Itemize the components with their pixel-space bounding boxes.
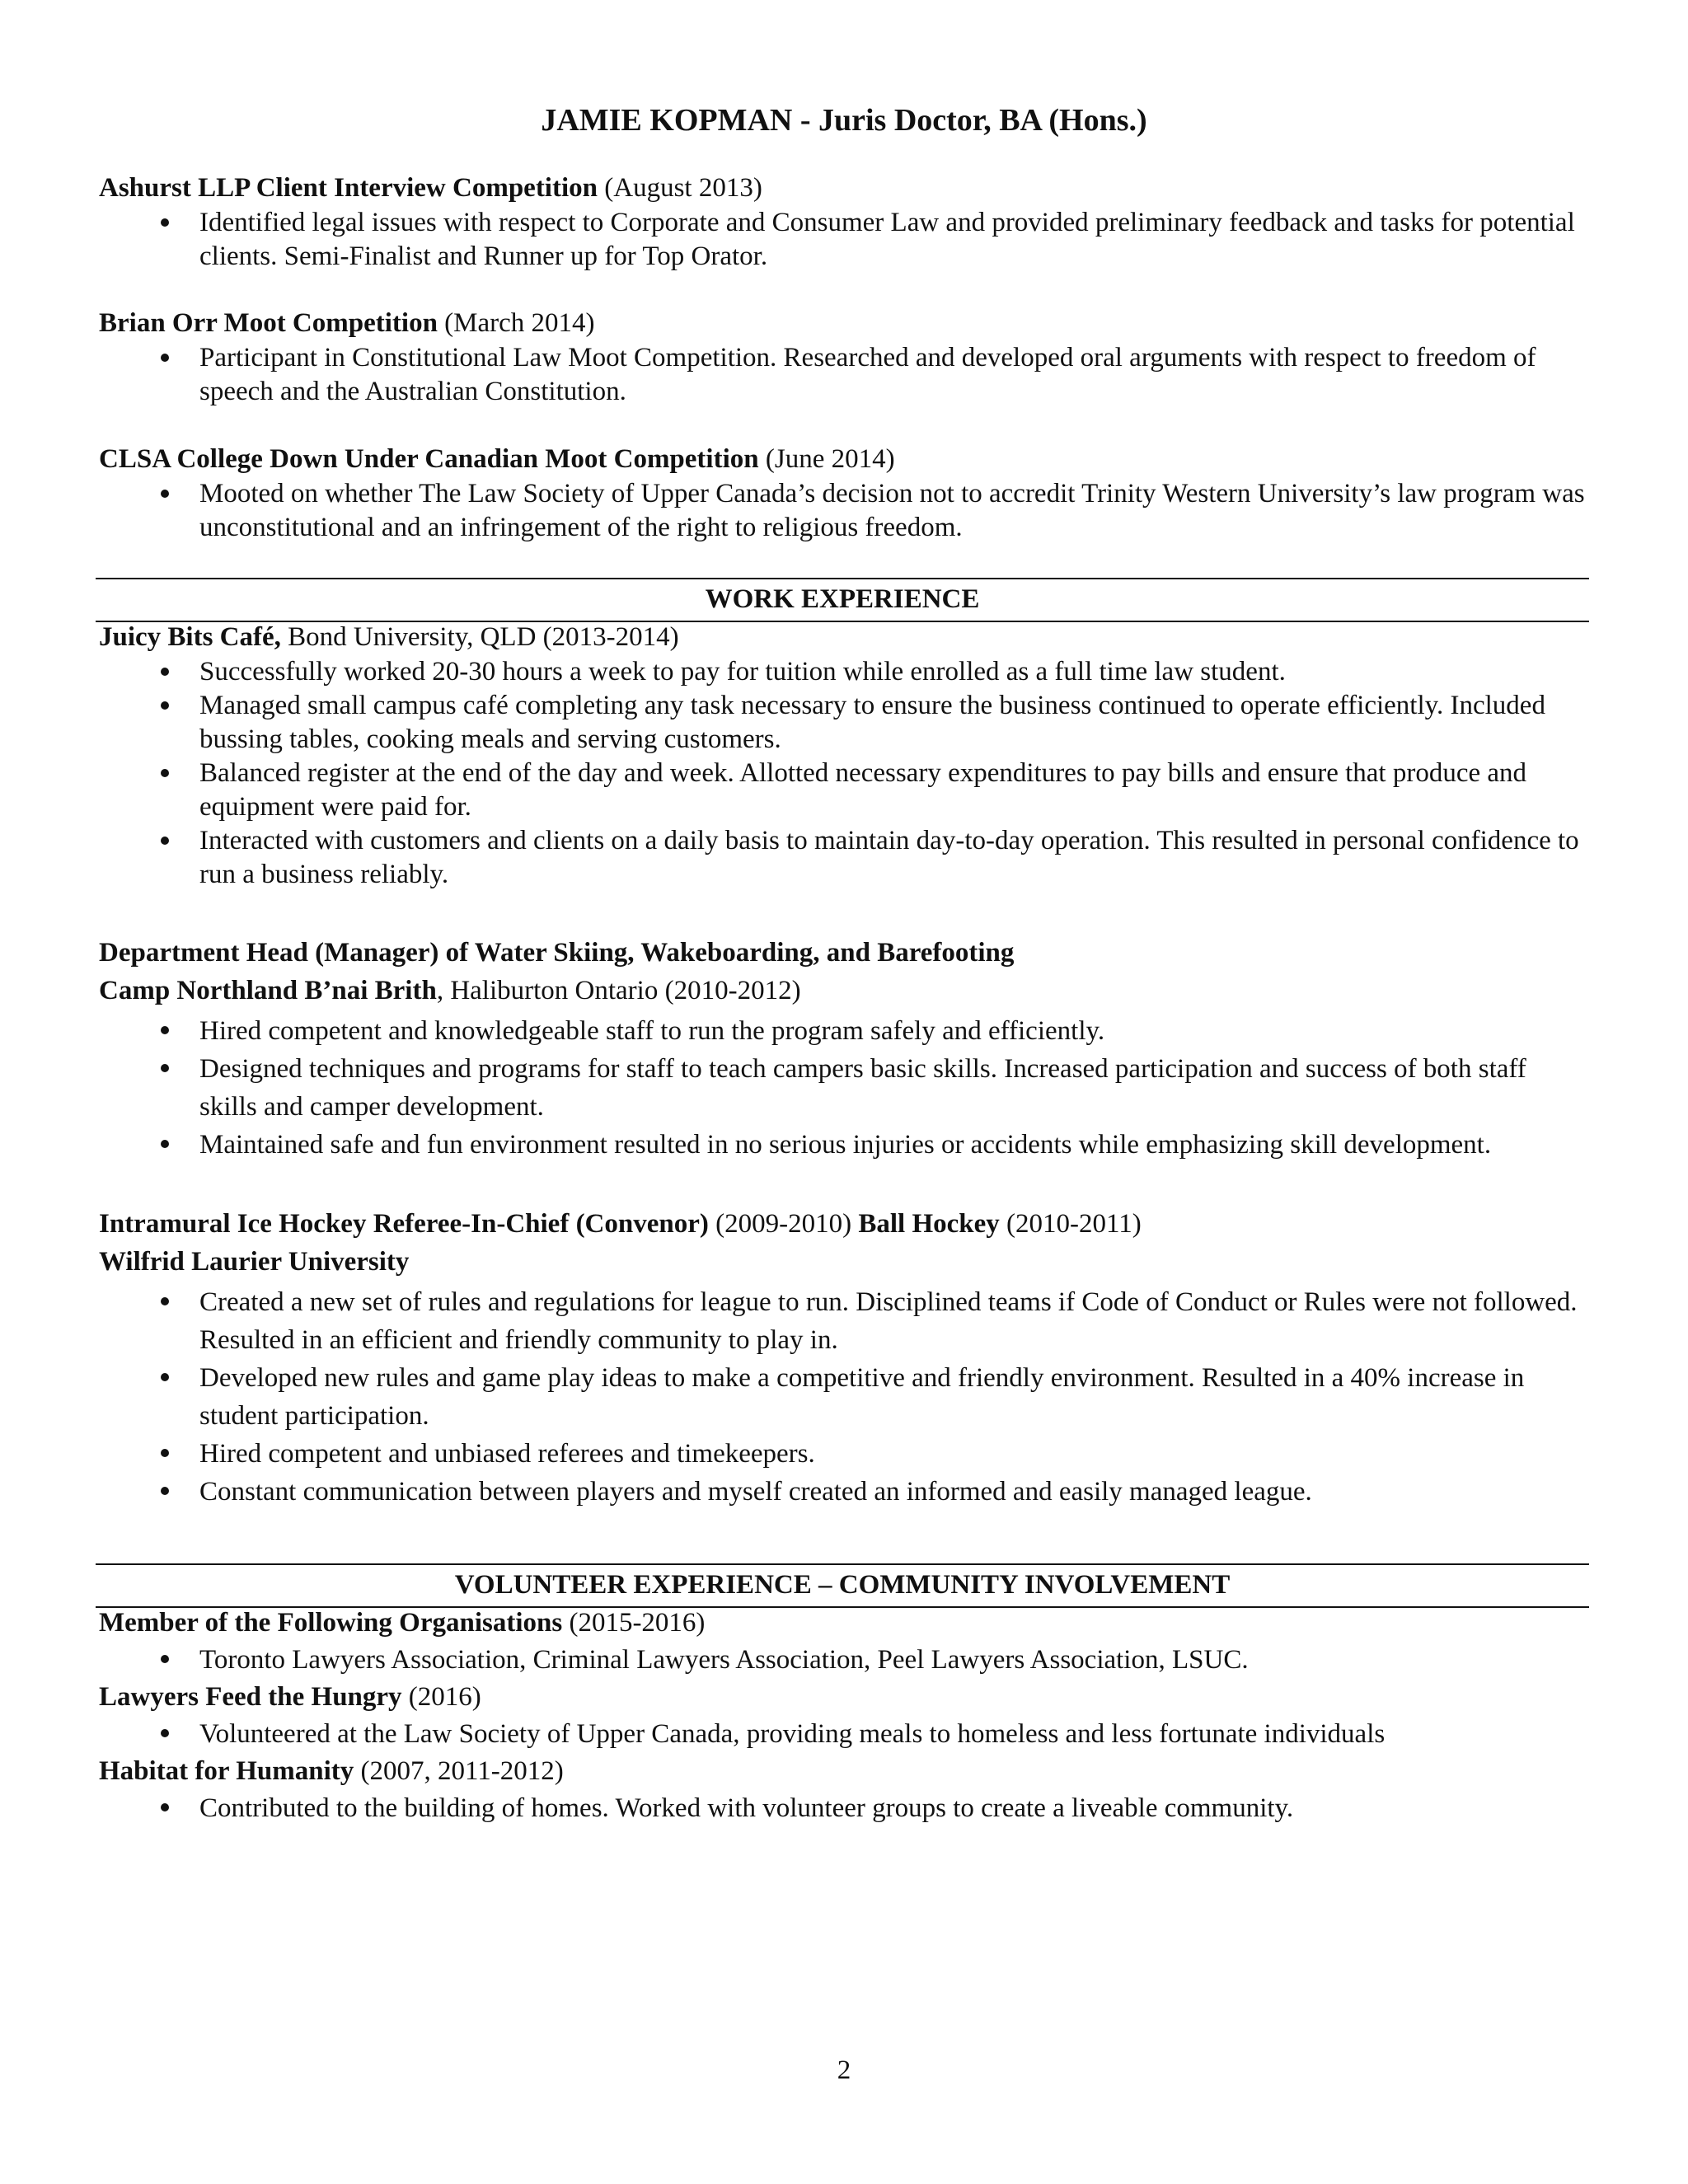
volunteer-name: Lawyers Feed the Hungry: [99, 1682, 402, 1712]
list-item: Hired competent and unbiased referees and timekeepers.: [99, 1435, 1589, 1473]
section-header-volunteer: VOLUNTEER EXPERIENCE – COMMUNITY INVOLVEMENT: [96, 1563, 1589, 1608]
list-item: Successfully worked 20-30 hours a week to pay for tuition while enrolled as a full time law student.: [99, 655, 1589, 689]
volunteer-name: Habitat for Humanity: [99, 1756, 354, 1786]
competition-name: Brian Orr Moot Competition: [99, 308, 438, 338]
list-item: Interacted with customers and clients on a daily basis to maintain day-to-day operation. This resulted in personal confidence to run a business reliably.: [99, 824, 1589, 892]
list-item: Identified legal issues with respect to Corporate and Consumer Law and provided preliminary feedback and tasks for potential clients. Semi-Finalist and Runner up for Top Orator.: [99, 206, 1589, 274]
volunteer-name: Member of the Following Organisations: [99, 1608, 563, 1638]
bullet-list: [99, 655, 1589, 892]
volunteer-heading: [99, 1753, 1589, 1789]
volunteer-date: (2016): [401, 1682, 481, 1712]
job-name: Camp Northland B’nai Brith: [99, 976, 437, 1005]
job-role: Department Head (Manager) of Water Skiing, Wakeboarding, and Barefooting: [99, 938, 1015, 968]
job-wilfrid-laurier: [99, 1206, 1589, 1511]
job-detail: Bond University, QLD (2013-2014): [280, 622, 679, 652]
volunteer-date: (2015-2016): [562, 1608, 706, 1638]
list-item: Maintained safe and fun environment resulted in no serious injuries or accidents while emphasizing skill development.: [99, 1126, 1589, 1164]
volunteer-heading: [99, 1679, 1589, 1715]
competition-clsa: [99, 441, 1589, 545]
job-name: Juicy Bits Café,: [99, 622, 281, 652]
section-header-work: WORK EXPERIENCE: [96, 578, 1589, 622]
competition-date: (August 2013): [598, 173, 762, 203]
job-heading: [99, 1244, 1589, 1280]
volunteer-date: (2007, 2011-2012): [354, 1756, 564, 1786]
competition-ashurst: [99, 170, 1589, 274]
competition-name: Ashurst LLP Client Interview Competition: [99, 173, 598, 203]
job-heading: [99, 972, 1589, 1009]
bullet-list: [99, 1012, 1589, 1164]
list-item: Designed techniques and programs for staff to teach campers basic skills. Increased participation and success of both staff skills and camper development.: [99, 1050, 1589, 1126]
list-item: Managed small campus café completing any task necessary to ensure the business continued to operate efficiently. Included bussing tables, cooking meals and serving customers.: [99, 689, 1589, 757]
page-title: JAMIE KOPMAN - Juris Doctor, BA (Hons.): [541, 103, 1147, 138]
competition-heading: [99, 305, 1589, 341]
bullet-list: [99, 1715, 1589, 1753]
list-item: Mooted on whether The Law Society of Upper Canada’s decision not to accredit Trinity Western University’s law program was unconstitutional and an infringement of the right to religious freedom.: [99, 477, 1589, 545]
list-item: Hired competent and knowledgeable staff to run the program safely and efficiently.: [99, 1012, 1589, 1050]
competition-heading: [99, 441, 1589, 477]
bullet-list: [99, 206, 1589, 274]
page-number: 2: [837, 2055, 851, 2085]
job-camp-northland: [99, 935, 1589, 1164]
list-item: Created a new set of rules and regulations for league to run. Disciplined teams if Code of Conduct or Rules were not followed. Resulted in an efficient and friendly community to play in.: [99, 1283, 1589, 1359]
job-detail: , Haliburton Ontario (2010-2012): [436, 976, 801, 1005]
list-item: Toronto Lawyers Association, Criminal Lawyers Association, Peel Lawyers Association, LSUC.: [99, 1641, 1589, 1679]
competition-date: (June 2014): [758, 444, 895, 474]
list-item: Constant communication between players and myself created an informed and easily managed league.: [99, 1473, 1589, 1511]
competition-heading: [99, 170, 1589, 206]
list-item: Developed new rules and game play ideas to make a competitive and friendly environment. Resulted in a 40% increase in student participation.: [99, 1359, 1589, 1435]
bullet-list: [99, 1789, 1589, 1827]
list-item: Balanced register at the end of the day and week. Allotted necessary expenditures to pay bills and ensure that produce and equipment were paid for.: [99, 757, 1589, 824]
list-item: Volunteered at the Law Society of Upper Canada, providing meals to homeless and less fortunate individuals: [99, 1715, 1589, 1753]
list-item: Contributed to the building of homes. Worked with volunteer groups to create a liveable community.: [99, 1789, 1589, 1827]
job-name: Wilfrid Laurier University: [99, 1247, 410, 1277]
volunteer-heading: [99, 1605, 1589, 1641]
job-juicy-bits: [99, 619, 1589, 892]
bullet-list: [99, 1641, 1589, 1679]
bullet-list: [99, 1283, 1589, 1511]
bullet-list: [99, 341, 1589, 409]
list-item: Participant in Constitutional Law Moot Competition. Researched and developed oral arguments with respect to freedom of speech and the Australian Constitution.: [99, 341, 1589, 409]
competition-name: CLSA College Down Under Canadian Moot Competition: [99, 444, 759, 474]
competition-date: (March 2014): [437, 308, 595, 338]
volunteer-list: [99, 1605, 1589, 1827]
bullet-list: [99, 477, 1589, 545]
competition-brian-orr: [99, 305, 1589, 409]
job-role: Intramural Ice Hockey Referee-In-Chief (Convenor) (2009-2010) Ball Hockey (2010-2011): [99, 1209, 1142, 1239]
job-heading: [99, 619, 1589, 655]
